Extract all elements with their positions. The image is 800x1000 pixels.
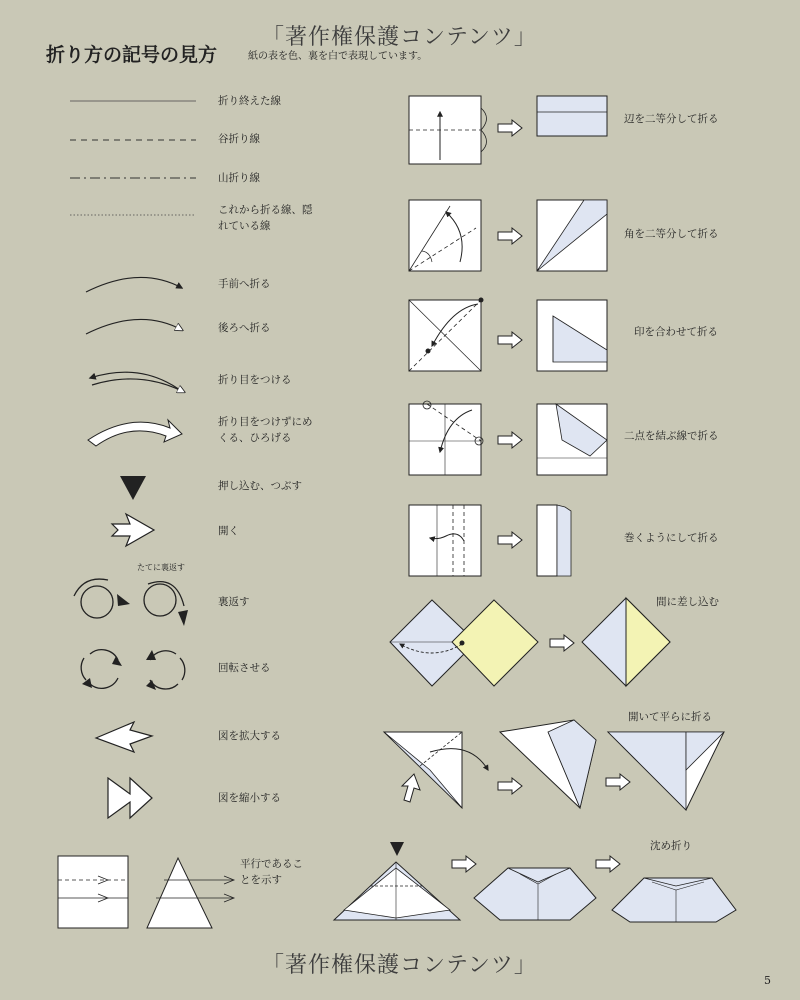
label-connect-points: 二点を結ぶ線で折る [624,430,719,442]
label-unfold: 折り目をつけずにめくる、ひろげる [218,416,313,444]
step-connect-points [409,401,607,475]
label-turn-over: 裏返す [218,596,250,608]
watermark-top: 「著作権保護コンテンツ」 [262,25,537,50]
turn-over-icons [74,579,188,626]
label-fold-front: 手前へ折る [218,278,271,290]
label-parallel: 平行であることを示す [240,858,303,886]
step-bisect-corner [409,200,607,271]
label-rotate: 回転させる [218,662,271,674]
label-squash: 押し込む、つぶす [218,480,302,492]
label-fold-back: 後ろへ折る [218,322,271,334]
label-match-marks: 印を合わせて折る [634,326,718,338]
label-hidden-line: これから折る線、隠れている線 [218,204,313,232]
label-sink-fold: 沈め折り [650,840,692,852]
label-roll-fold: 巻くようにして折る [624,532,719,544]
page-title: 折り方の記号の見方 [46,44,218,66]
step-bisect-edge [409,96,607,164]
label-bisect-edge: 辺を二等分して折る [624,113,719,125]
parallel-diagram [58,856,234,928]
label-valley-fold: 谷折り線 [218,133,260,145]
reduce-arrow-icon [108,778,152,818]
page-number: 5 [764,974,771,987]
label-reduce: 図を縮小する [218,792,281,804]
label-insert: 間に差し込む [656,596,719,608]
open-arrow-icon [112,514,154,546]
label-squash-fold: 開いて平らに折る [628,711,712,723]
page-subtitle: 紙の表を色、裏を白で表現しています。 [248,51,428,62]
fold-front-arrow [86,277,182,292]
fold-back-arrow [86,319,182,334]
label-flip-vertical: たてに裏返す [137,563,185,572]
enlarge-arrow-icon [96,722,152,752]
rotate-icons [81,650,185,690]
step-match-marks [409,298,607,372]
label-bisect-corner: 角を二等分して折る [624,228,719,240]
step-squash-fold [384,720,724,810]
label-open: 開く [218,525,239,537]
step-sink-fold [334,842,736,922]
unfold-arrow [88,420,182,446]
squash-triangle-icon [120,476,146,500]
step-insert [390,598,670,686]
label-mountain-fold: 山折り線 [218,172,260,184]
label-finished-fold: 折り終えた線 [218,95,281,107]
watermark-bottom: 「著作権保護コンテンツ」 [262,953,537,978]
label-enlarge: 図を拡大する [218,730,281,742]
label-make-crease: 折り目をつける [218,374,292,386]
crease-arrow [90,372,184,392]
step-roll-fold [409,505,571,576]
